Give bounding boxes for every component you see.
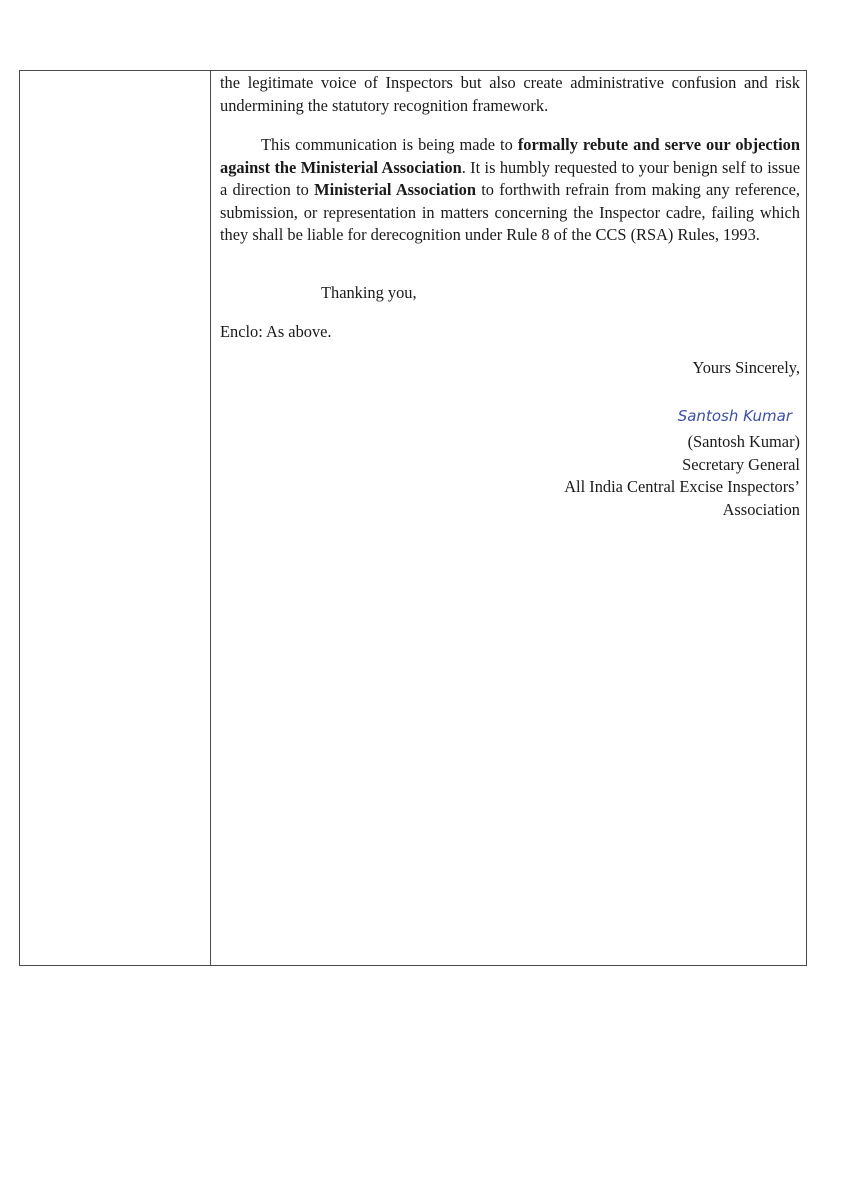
para2-bold-1: formally rebute and serve our objection against the Ministerial Association (220, 135, 800, 177)
signatory-block (400, 431, 800, 521)
para2-text-1: This communication is being made to (261, 135, 518, 154)
signatory-designation: Secretary General (682, 454, 800, 474)
para2-text-2: . It is humbly requested to your benign self to issue a direction to (220, 157, 800, 199)
closing-line: Yours Sincerely, (692, 358, 800, 377)
body-paragraph-1: the legitimate voice of Inspectors but also create administrative confusion and risk undermining the statutory recognition framework. (220, 73, 800, 115)
signatory-name: (Santosh Kumar) (687, 432, 800, 451)
body-paragraph-2 (220, 134, 800, 247)
thanks-line: Thanking you, (321, 283, 417, 302)
para2-bold-2: Ministerial Association (314, 180, 476, 199)
left-column-cell (20, 71, 211, 965)
letter-body-cell (220, 71, 800, 965)
handwritten-signature (640, 401, 800, 431)
signatory-organization-line-2: Association (722, 499, 800, 519)
signature-text: Santosh Kumar (677, 407, 792, 425)
letter-table (19, 70, 807, 966)
para2-text-3: to forthwith refrain from making any reference, submission, or representation in matters concerning the Inspector cadre, failing which they shall be liable for derecognition under Rule 8 of the CCS (RSA) Rules, 1993. (220, 180, 801, 244)
enclosure-line: Enclo: As above. (220, 322, 332, 341)
signatory-organization-line-1: All India Central Excise Inspectors’ (564, 477, 800, 496)
